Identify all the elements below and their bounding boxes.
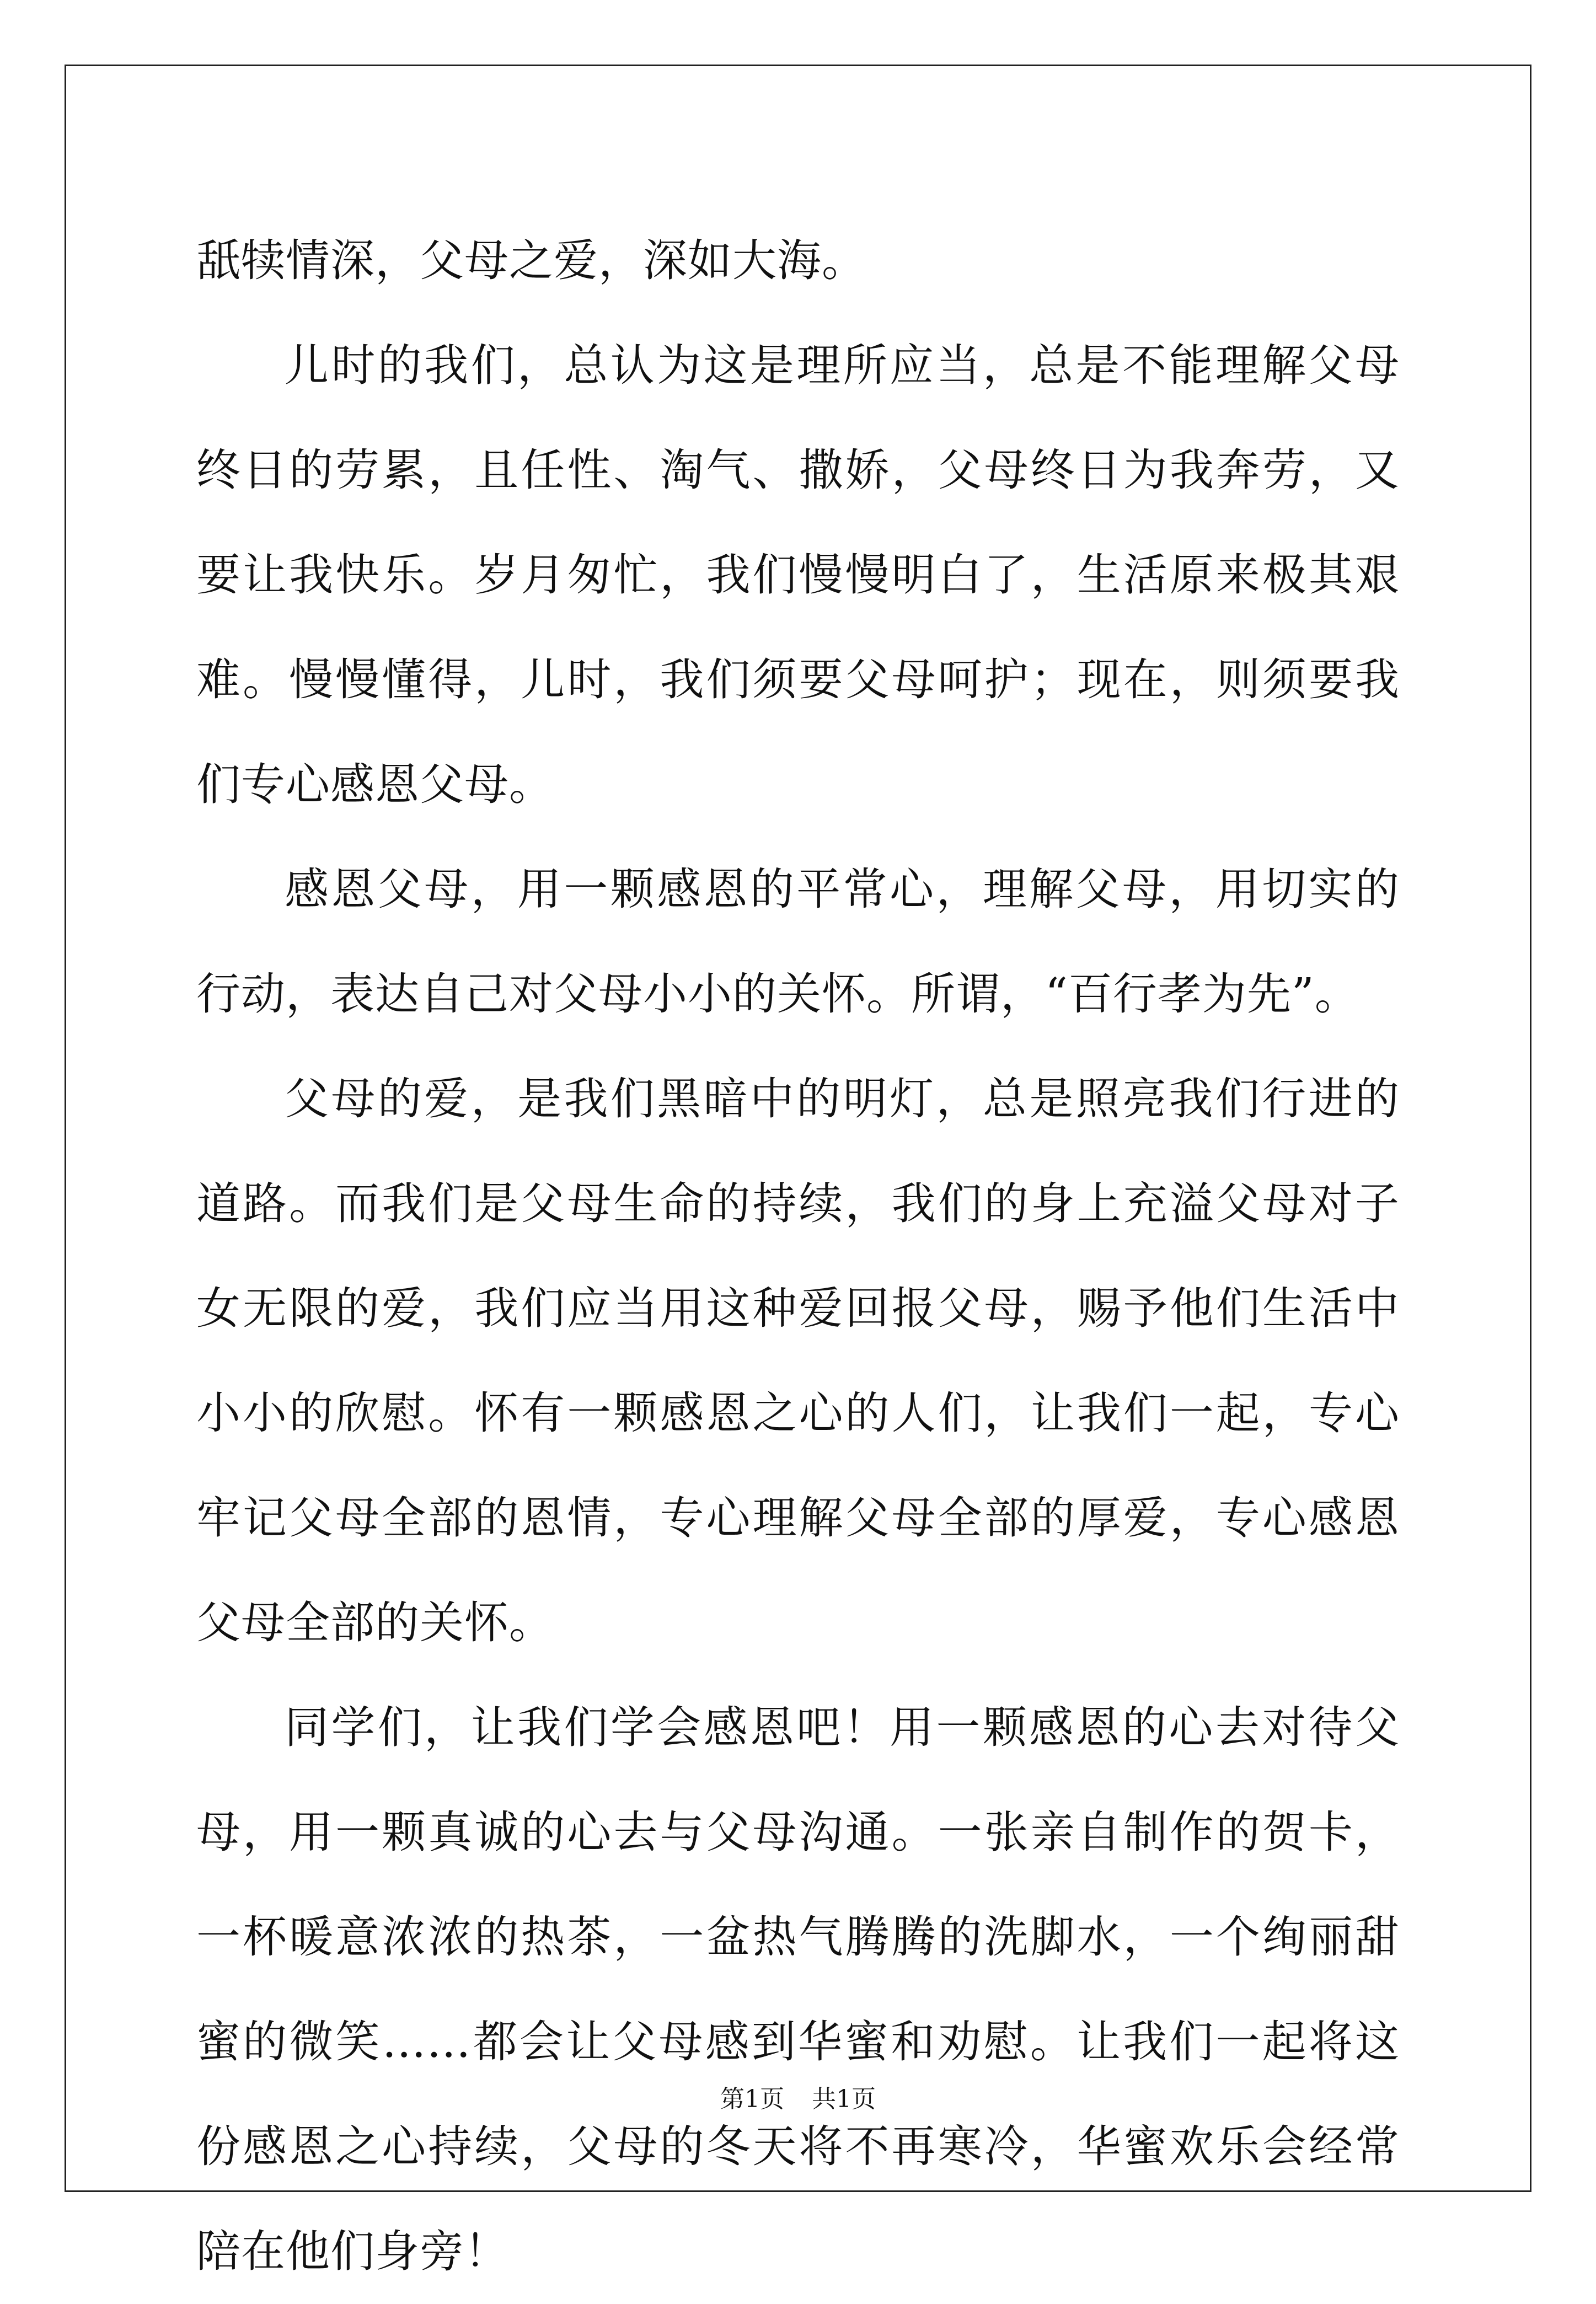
paragraph-1: 舐犊情深，父母之爱，深如大海。 (196, 235, 866, 286)
page-number-current: 第1页 (720, 2085, 784, 2113)
paragraph-5: 同学们，让我们学会感恩吧！用一颗感恩的心去对待父母，用一颗真诚的心去与父母沟通。一张亲自制作的贺卡，一杯暖意浓浓的热茶，一盆热气腾腾的洗脚水，一个绚丽甜蜜的微笑……都会让父母感到华蜜和劝慰。让我们一起将这份感恩之心持续，父母的冬天将不再寒冷，华蜜欢乐会经常陪在他们身旁！ (196, 1702, 1400, 2277)
paragraph-3: 感恩父母，用一颗感恩的平常心，理解父母，用切实的行动，表达自己对父母小小的关怀。所谓，“百行孝为先”。 (196, 864, 1400, 1020)
page-number-total: 共1页 (812, 2085, 876, 2113)
page-footer (0, 2079, 1596, 2114)
paragraph-2: 儿时的我们，总认为这是理所应当，总是不能理解父母终日的劳累，且任性、淘气、撒娇，父母终日为我奔劳，又要让我快乐。岁月匆忙，我们慢慢明白了，生活原来极其艰难。慢慢懂得，儿时，我们须要父母呵护；现在，则须要我们专心感恩父母。 (196, 340, 1400, 810)
paragraph-4: 父母的爱，是我们黑暗中的明灯，总是照亮我们行进的道路。而我们是父母生命的持续，我们的身上充溢父母对子女无限的爱，我们应当用这种爱回报父母，赐予他们生活中小小的欣慰。怀有一颗感恩之心的人们，让我们一起，专心牢记父母全部的恩情，专心理解父母全部的厚爱，专心感恩父母全部的关怀。 (196, 1073, 1400, 1648)
document-body (196, 208, 1400, 2304)
